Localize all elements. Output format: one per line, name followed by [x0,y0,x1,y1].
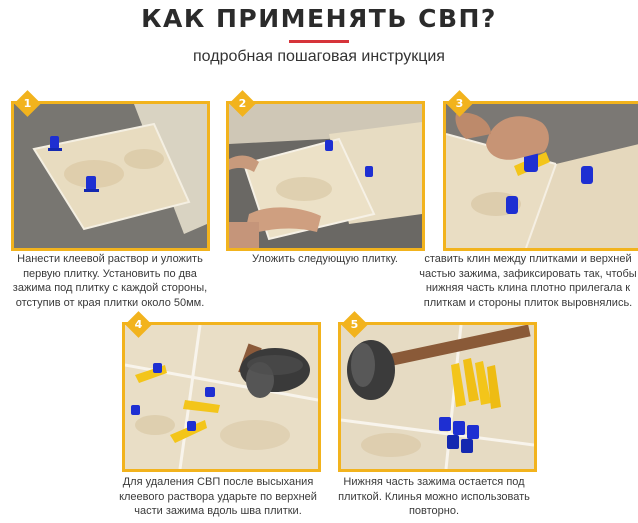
step-4-illustration [125,325,318,469]
step-2-badge: 2 [229,90,256,117]
step-3-badge: 3 [446,90,473,117]
step-4-caption: Для удаления СВП после высыхания клеевого раствора ударьте по верхней части зажима вдоль шва плитки. [119,476,317,517]
step-5-caption: Нижняя часть зажима остается под плиткой. Клинья можно использовать повторно. [338,476,530,517]
step-1-illustration [14,104,207,248]
step-1-caption: Нанести клеевой раствор и уложить первую плитку. Установить по два зажима под плитку с каждой стороны, отступив от края плитки около 50мм. [12,253,208,309]
step-2-illustration [229,104,422,248]
step-3-illustration [446,104,638,248]
step-3-caption: ставить клин между плитками и верхней частью зажима, зафиксировать так, чтобы нижняя часть клина плотно прилегала к плиткам и стороны плиток выровнялись. [419,253,637,309]
step-1-badge: 1 [14,90,41,117]
step-1-photo [11,97,210,251]
step-2-photo [226,97,425,251]
page-subtitle: подробная пошаговая инструкция [193,48,445,65]
step-5-illustration [341,325,534,469]
title-underline [289,40,349,43]
step-5-photo [338,318,537,472]
page-title: КАК ПРИМЕНЯТЬ СВП? [141,4,497,33]
step-4-photo [122,318,321,472]
step-3-photo [443,97,638,251]
step-2-caption: Уложить следующую плитку. [251,253,398,265]
step-5-badge: 5 [341,311,368,338]
step-4-badge: 4 [125,311,152,338]
